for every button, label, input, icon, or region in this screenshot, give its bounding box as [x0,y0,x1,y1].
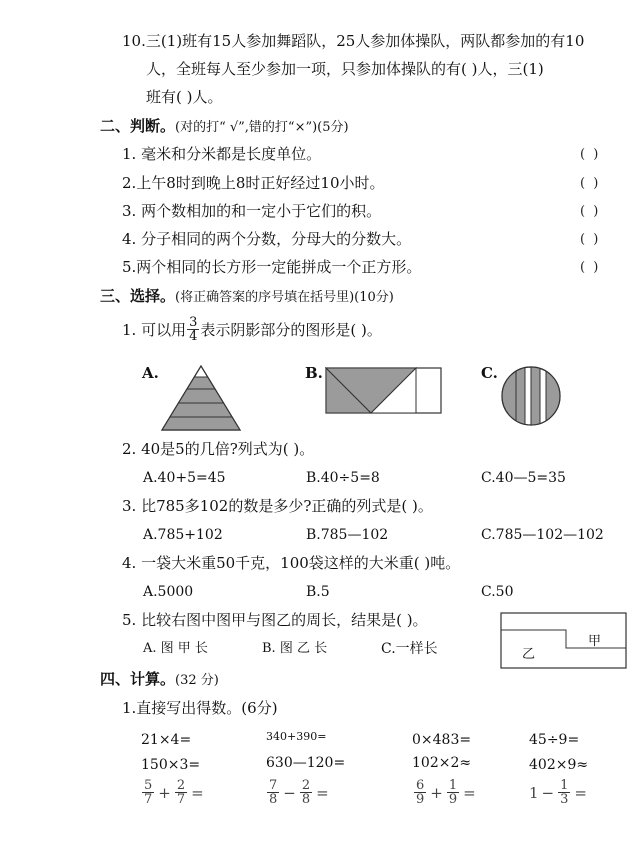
fraction-denominator: 3 [560,792,569,807]
choice-q1 [122,316,382,343]
fraction-b [558,779,570,806]
fraction-numerator: 6 [416,778,425,793]
perimeter-figure [500,612,628,669]
judge-answer-5[interactable]: ( ) [580,260,601,275]
figure-label-c: C. [481,364,498,382]
fraction-numerator: 3 [189,315,198,330]
choice-q5-option-a[interactable]: A. 图 甲 长 [143,641,208,656]
fraction-denominator: 9 [416,792,425,807]
choice-q2-option-c[interactable]: C.40—5=35 [481,470,566,486]
choice-q2: 2. 40是5的几倍?列式为( )。 [122,440,315,458]
section2-note: (对的打“ √”,错的打“×”)(5分) [175,120,349,135]
calc-r1-c3: 0×483= [412,732,472,748]
choice-q2-option-a[interactable]: A.40+5=45 [143,470,226,486]
q10-line1: 10.三(1)班有15人参加舞蹈队，25人参加体操队，两队都参加的有10 [122,32,585,50]
judge-item-2: 2.上午8时到晚上8时正好经过10小时。 [122,174,385,192]
whole-number: 1 [529,783,539,802]
judge-answer-4[interactable]: ( ) [580,232,601,247]
calc-r1-c2: 340+390= [266,730,327,743]
fraction-denominator: 8 [269,792,278,807]
operator: + [158,783,171,802]
section4-sub1: 1.直接写出得数。(6分) [122,699,278,717]
figure-a-triangle [160,364,242,432]
choice-q1-suffix: 表示阴影部分的图形是( )。 [200,320,382,339]
fraction-denominator: 7 [144,792,153,807]
judge-item-4: 4. 分子相同的两个分数，分母大的分数大。 [122,230,412,248]
figure-jia-label: 甲 [588,634,602,649]
choice-q2-option-b[interactable]: B.40÷5=8 [306,470,380,486]
section3-heading [100,287,394,307]
calc-fraction-4 [529,779,590,806]
calc-r2-c2: 630—120= [266,755,346,771]
fraction-numerator: 7 [269,778,278,793]
fraction-a [414,779,426,806]
fraction-b [300,779,312,806]
perimeter-figure-lines [500,612,628,669]
fraction-denominator: 9 [448,792,458,807]
calc-r2-c4: 402×9≈ [529,757,589,773]
fraction-denominator: 8 [301,792,311,807]
fraction-numerator: 2 [176,778,186,793]
fraction-numerator: 1 [448,778,458,793]
section3-title: 三、选择。 [100,287,176,305]
judge-item-1: 1. 毫米和分米都是长度单位。 [122,145,322,163]
section4-note: (32 分) [175,673,219,688]
judge-answer-3[interactable]: ( ) [580,204,601,219]
q10-line3: 班有( )人。 [146,88,223,106]
section3-note: (将正确答案的序号填在括号里)(10分) [175,290,394,305]
choice-q5-option-b[interactable]: B. 图 乙 长 [262,641,328,656]
figure-yi-label: 乙 [522,647,536,662]
calc-fraction-1 [141,779,207,806]
fraction-numerator: 1 [560,778,569,793]
fraction-a [142,779,154,806]
fraction-denominator: 7 [176,792,186,807]
operator: − [283,783,296,802]
section2-heading [100,117,349,137]
choice-q3-option-c[interactable]: C.785—102—102 [481,527,604,543]
choice-q5-option-c[interactable]: C.一样长 [381,641,438,657]
calc-r1-c4: 45÷9= [529,732,580,748]
calc-r2-c3: 102×2≈ [412,755,472,771]
judge-answer-2[interactable]: ( ) [580,176,601,191]
fraction-b [447,779,459,806]
equals-sign: = [463,783,476,802]
choice-q4-option-c[interactable]: C.50 [481,584,514,600]
section4-heading [100,670,219,690]
figure-label-a: A. [142,364,159,382]
figure-label-b: B. [305,364,323,382]
fraction-b [175,779,187,806]
operator: − [541,783,555,802]
section4-title: 四、计算。 [100,670,176,688]
calc-fraction-2 [266,779,332,806]
choice-q3-option-b[interactable]: B.785—102 [306,527,389,543]
equals-sign: = [316,783,329,802]
fraction-numerator: 2 [301,778,311,793]
figure-c-circle [500,365,562,427]
choice-q1-prefix: 1. 可以用 [122,320,187,339]
calc-r2-c1: 150×3= [141,757,201,773]
figure-b-rectangle [325,367,442,414]
judge-answer-1[interactable]: ( ) [580,147,601,162]
equals-sign: = [191,783,204,802]
calc-r1-c1: 21×4= [141,732,192,748]
fraction-denominator: 4 [189,329,198,344]
choice-q4-option-a[interactable]: A.5000 [143,584,194,600]
judge-item-3: 3. 两个数相加的和一定小于它们的积。 [122,202,382,220]
calc-fraction-3 [413,779,479,806]
operator: + [430,783,443,802]
choice-q5: 5. 比较右图中图甲与图乙的周长，结果是( )。 [122,611,428,629]
choice-q1-fraction [187,316,199,343]
fraction-a [267,779,279,806]
choice-q3: 3. 比785多102的数是多少?正确的列式是( )。 [122,497,433,515]
q10-line2: 人，全班每人至少参加一项，只参加体操队的有( )人，三(1) [146,60,544,78]
choice-q3-option-a[interactable]: A.785+102 [143,527,223,543]
section2-title: 二、判断。 [100,117,176,135]
choice-q4: 4. 一袋大米重50千克，100袋这样的大米重( )吨。 [122,554,461,572]
fraction-numerator: 5 [144,778,153,793]
equals-sign: = [574,783,587,802]
choice-q4-option-b[interactable]: B.5 [306,584,330,600]
judge-item-5: 5.两个相同的长方形一定能拼成一个正方形。 [122,258,422,276]
